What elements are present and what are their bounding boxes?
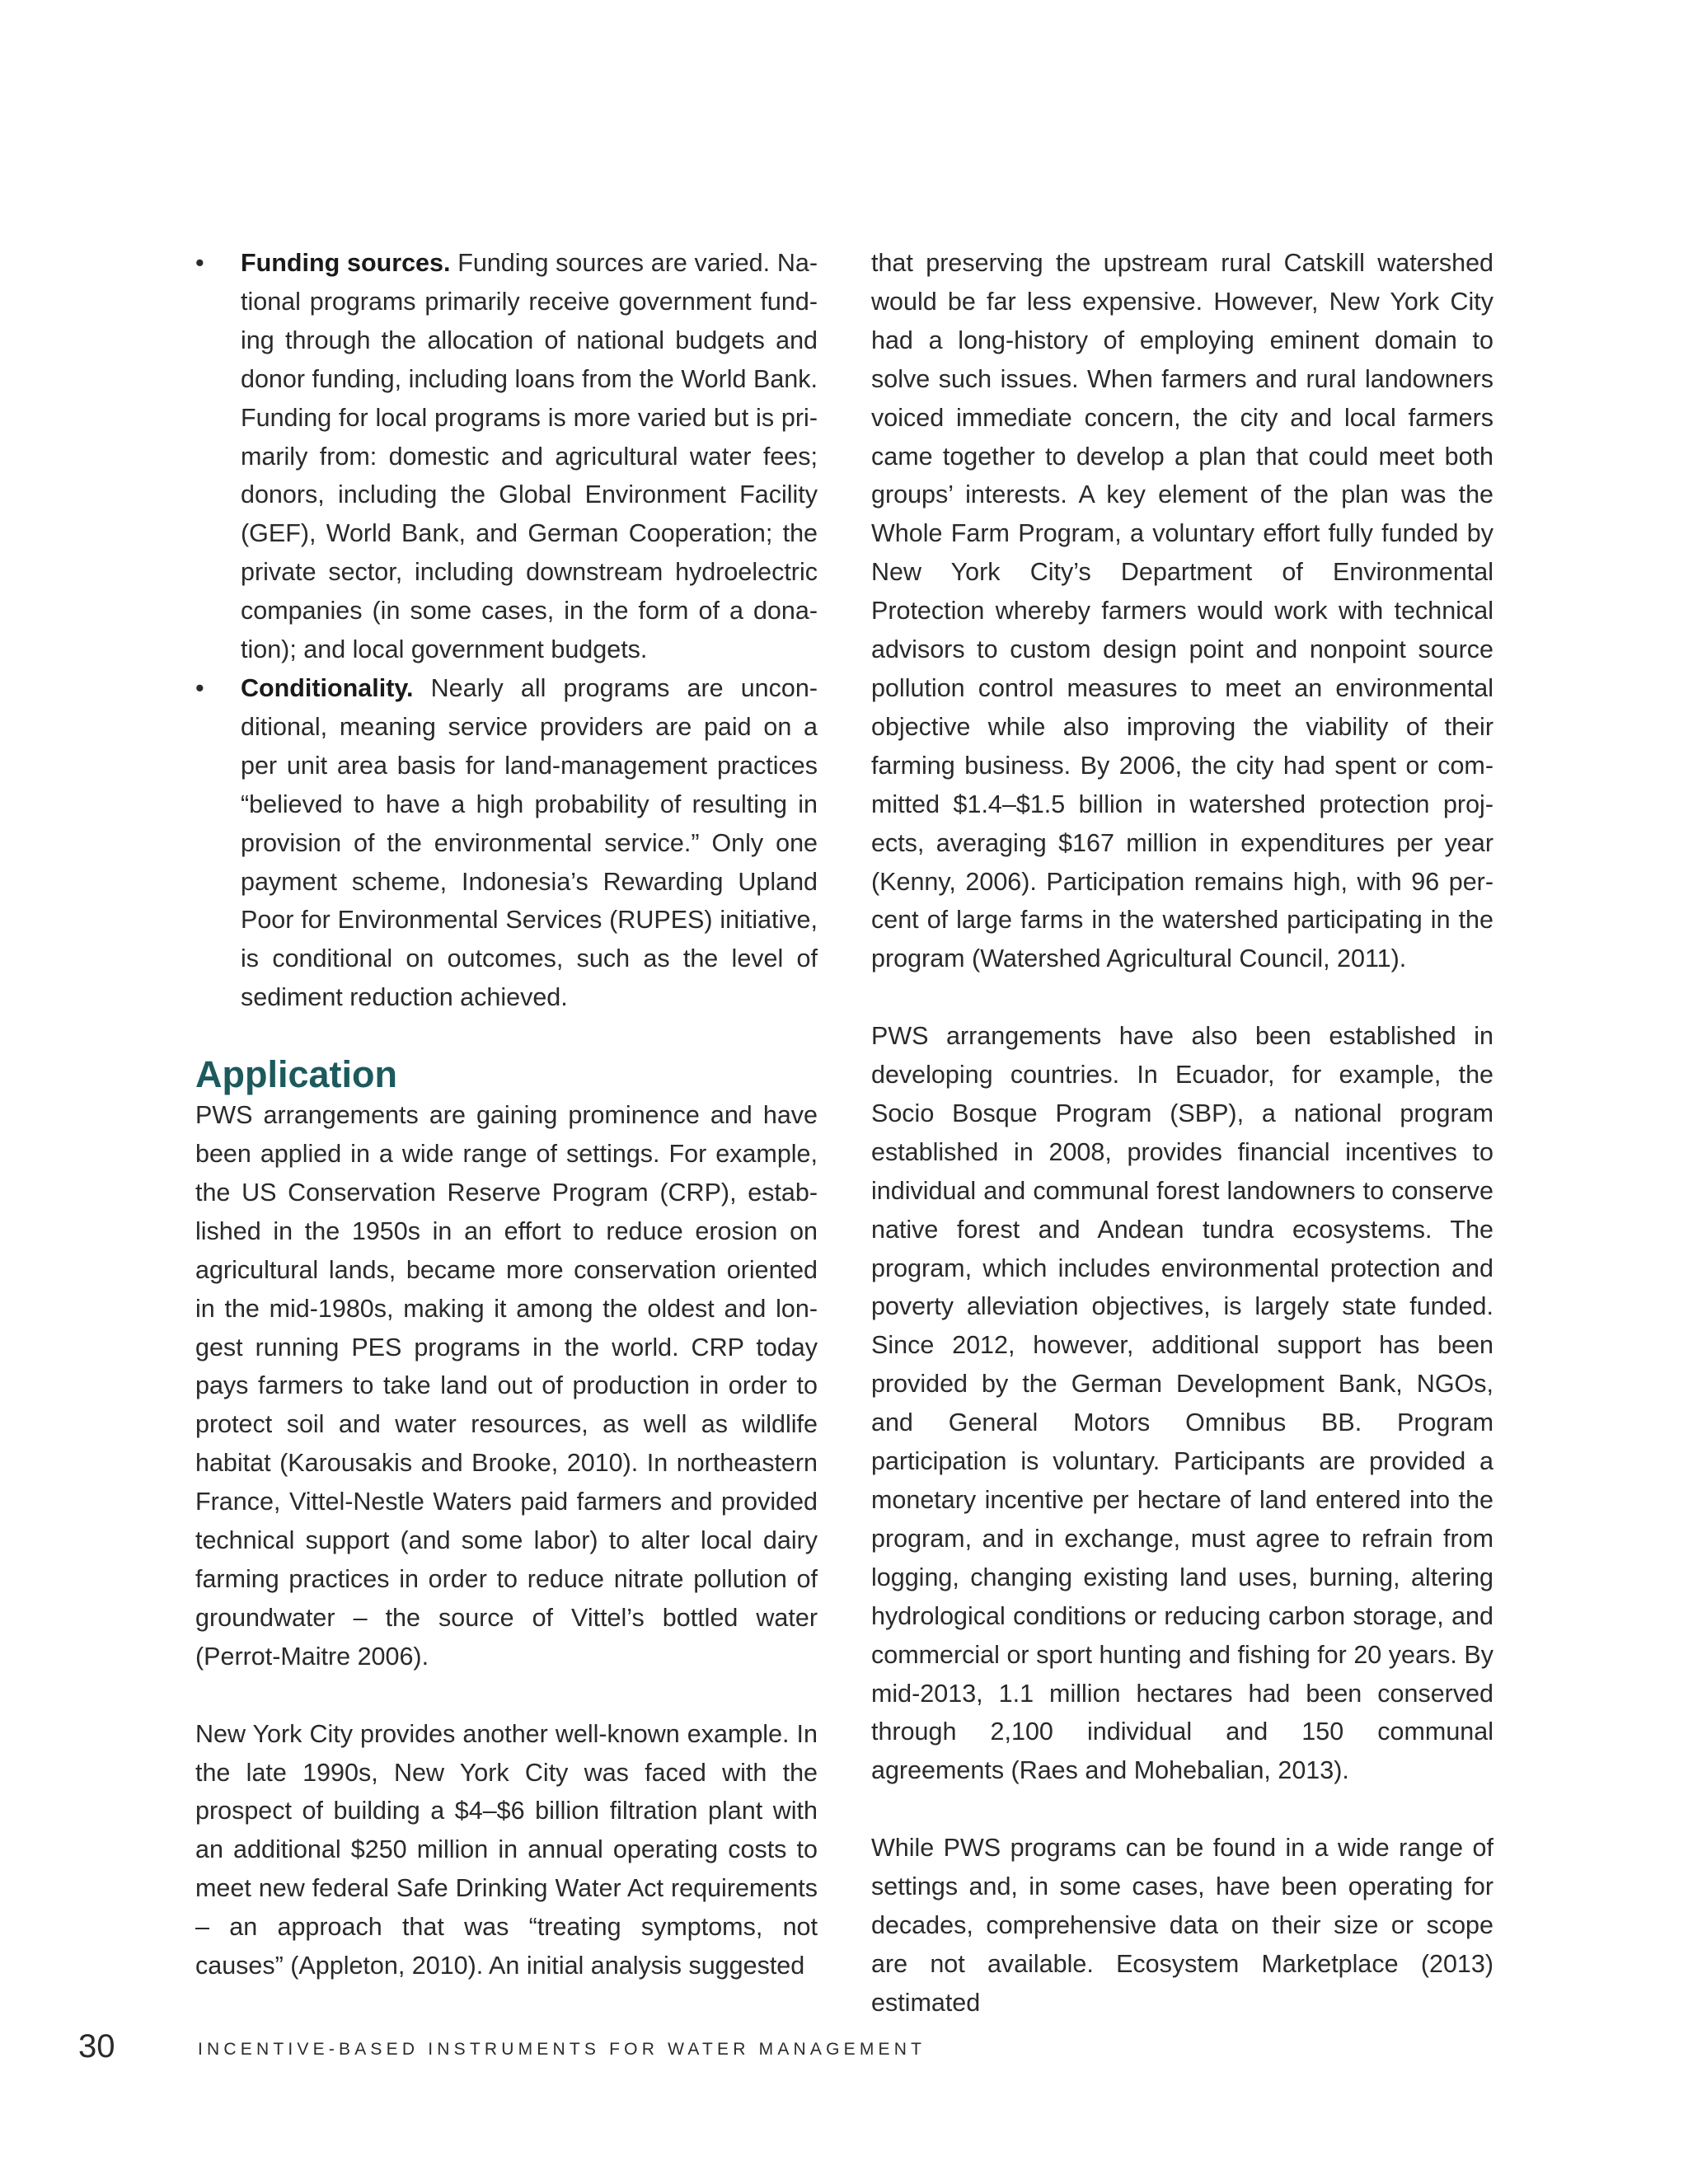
bullet-lead: Conditionality. — [241, 673, 414, 702]
running-title: INCENTIVE-BASED INSTRUMENTS FOR WATER MANAGEMENT — [198, 2040, 926, 2059]
bullet-icon: • — [195, 673, 204, 702]
bullet-lead: Funding sources. — [241, 249, 451, 277]
page-number: 30 — [78, 2028, 115, 2064]
paragraph: PWS arrangements have also been established in developing countries. In Ecuador, for example, the Socio Bosque Program (SBP), a national program established in 2008, provides financial incentives to individual and communal forest landowners to conserve native forest and Andean tundra ecosystems. The program, which includes environmental protection and poverty alleviation objectives, is largely state funded. Since 2012, however, additional support has been provided by the German Development Bank, NGOs, and General Motors Omnibus BB. Program participation is voluntary. Participants are provided a monetary incentive per hectare of land entered into the program, and in exchange, must agree to refrain from logging, changing existing land uses, burning, altering hydrological conditions or reducing carbon storage, and commercial or sport hunting and fishing for 20 years. By mid-2013, 1.1 million hectares had been conserved through 2,100 individual and 150 communal agreements (Raes and Mohebalian, 2013). — [871, 1022, 1493, 1785]
bullet-text: Nearly all programs are unconditional, meaning service providers are paid on a per unit area basis for land-management practices “believed to have a high probability of resulting in provision of the environmental service.” Only one payment scheme, Indonesia’s Rewarding Upland Poor for Environmental Services (RUPES) initiative, is conditional on outcomes, such as the level of sediment reduction achieved. — [241, 673, 818, 1012]
right-column — [871, 244, 1493, 2022]
left-column — [195, 244, 818, 1985]
bullet-item-conditionality — [195, 669, 818, 1017]
bullet-icon: • — [195, 249, 204, 277]
paragraph: PWS arrangements are gaining prominence and have been applied in a wide range of settings. For example, the US Conservation Reserve Program (CRP), established in the 1950s in an effort to reduce erosion on agricultural lands, became more conservation oriented in the mid-1980s, making it among the oldest and longest running PES programs in the world. CRP today pays farmers to take land out of production in order to protect soil and water resources, as well as wildlife habitat (Karousakis and Brooke, 2010). In northeastern France, Vittel-Nestle Waters paid farmers and provided technical support (and some labor) to alter local dairy farming practices in order to reduce nitrate pollution of groundwater – the source of Vittel’s bottled water (Perrot-Maitre 2006). — [195, 1101, 818, 1671]
section-heading: Application — [195, 1053, 397, 1096]
bullet-list — [195, 244, 818, 1017]
page-footer — [0, 2026, 1688, 2075]
paragraph: New York City provides another well-known example. In the late 1990s, New York City was faced with the prospect of building a $4–$6 billion filtration plant with an additional $250 million in annual operating costs to meet new federal Safe Drinking Water Act requirements – an approach that was “treating symptoms, not causes” (Appleton, 2010). An initial analysis suggested — [195, 1719, 818, 1980]
paragraph: that preserving the upstream rural Catskill watershed would be far less expensive. However, New York City had a long-history of employing eminent domain to solve such issues. When farmers and rural landowners voiced immediate concern, the city and local farmers came together to develop a plan that could meet both groups’ interests. A key element of the plan was the Whole Farm Program, a voluntary effort fully funded by New York City’s Department of Environmental Protection whereby farmers would work with technical advisors to custom design point and nonpoint source pollution control measures to meet an environmental objective while also improving the viability of their farming business. By 2006, the city had spent or committed $1.4–$1.5 billion in watershed protection projects, averaging $167 million in expenditures per year (Kenny, 2006). Participation remains high, with 96 percent of large farms in the watershed participating in the program (Watershed Agricultural Council, 2011). — [871, 249, 1493, 973]
bullet-text: Funding sources are varied. National programs primarily receive government funding through the allocation of national budgets and donor funding, including loans from the World Bank. Funding for local programs is more varied but is primarily from: domestic and agricultural water fees; donors, including the Global Environment Facility (GEF), World Bank, and German Cooperation; the private sector, including downstream hydroelectric companies (in some cases, in the form of a donation); and local government budgets. — [241, 249, 818, 664]
bullet-item-funding-sources — [195, 244, 818, 669]
paragraph: While PWS programs can be found in a wide range of settings and, in some cases, have been operating for decades, comprehensive data on their size or scope are not available. Ecosystem Marketplace (2013) estimated — [871, 1834, 1493, 2017]
